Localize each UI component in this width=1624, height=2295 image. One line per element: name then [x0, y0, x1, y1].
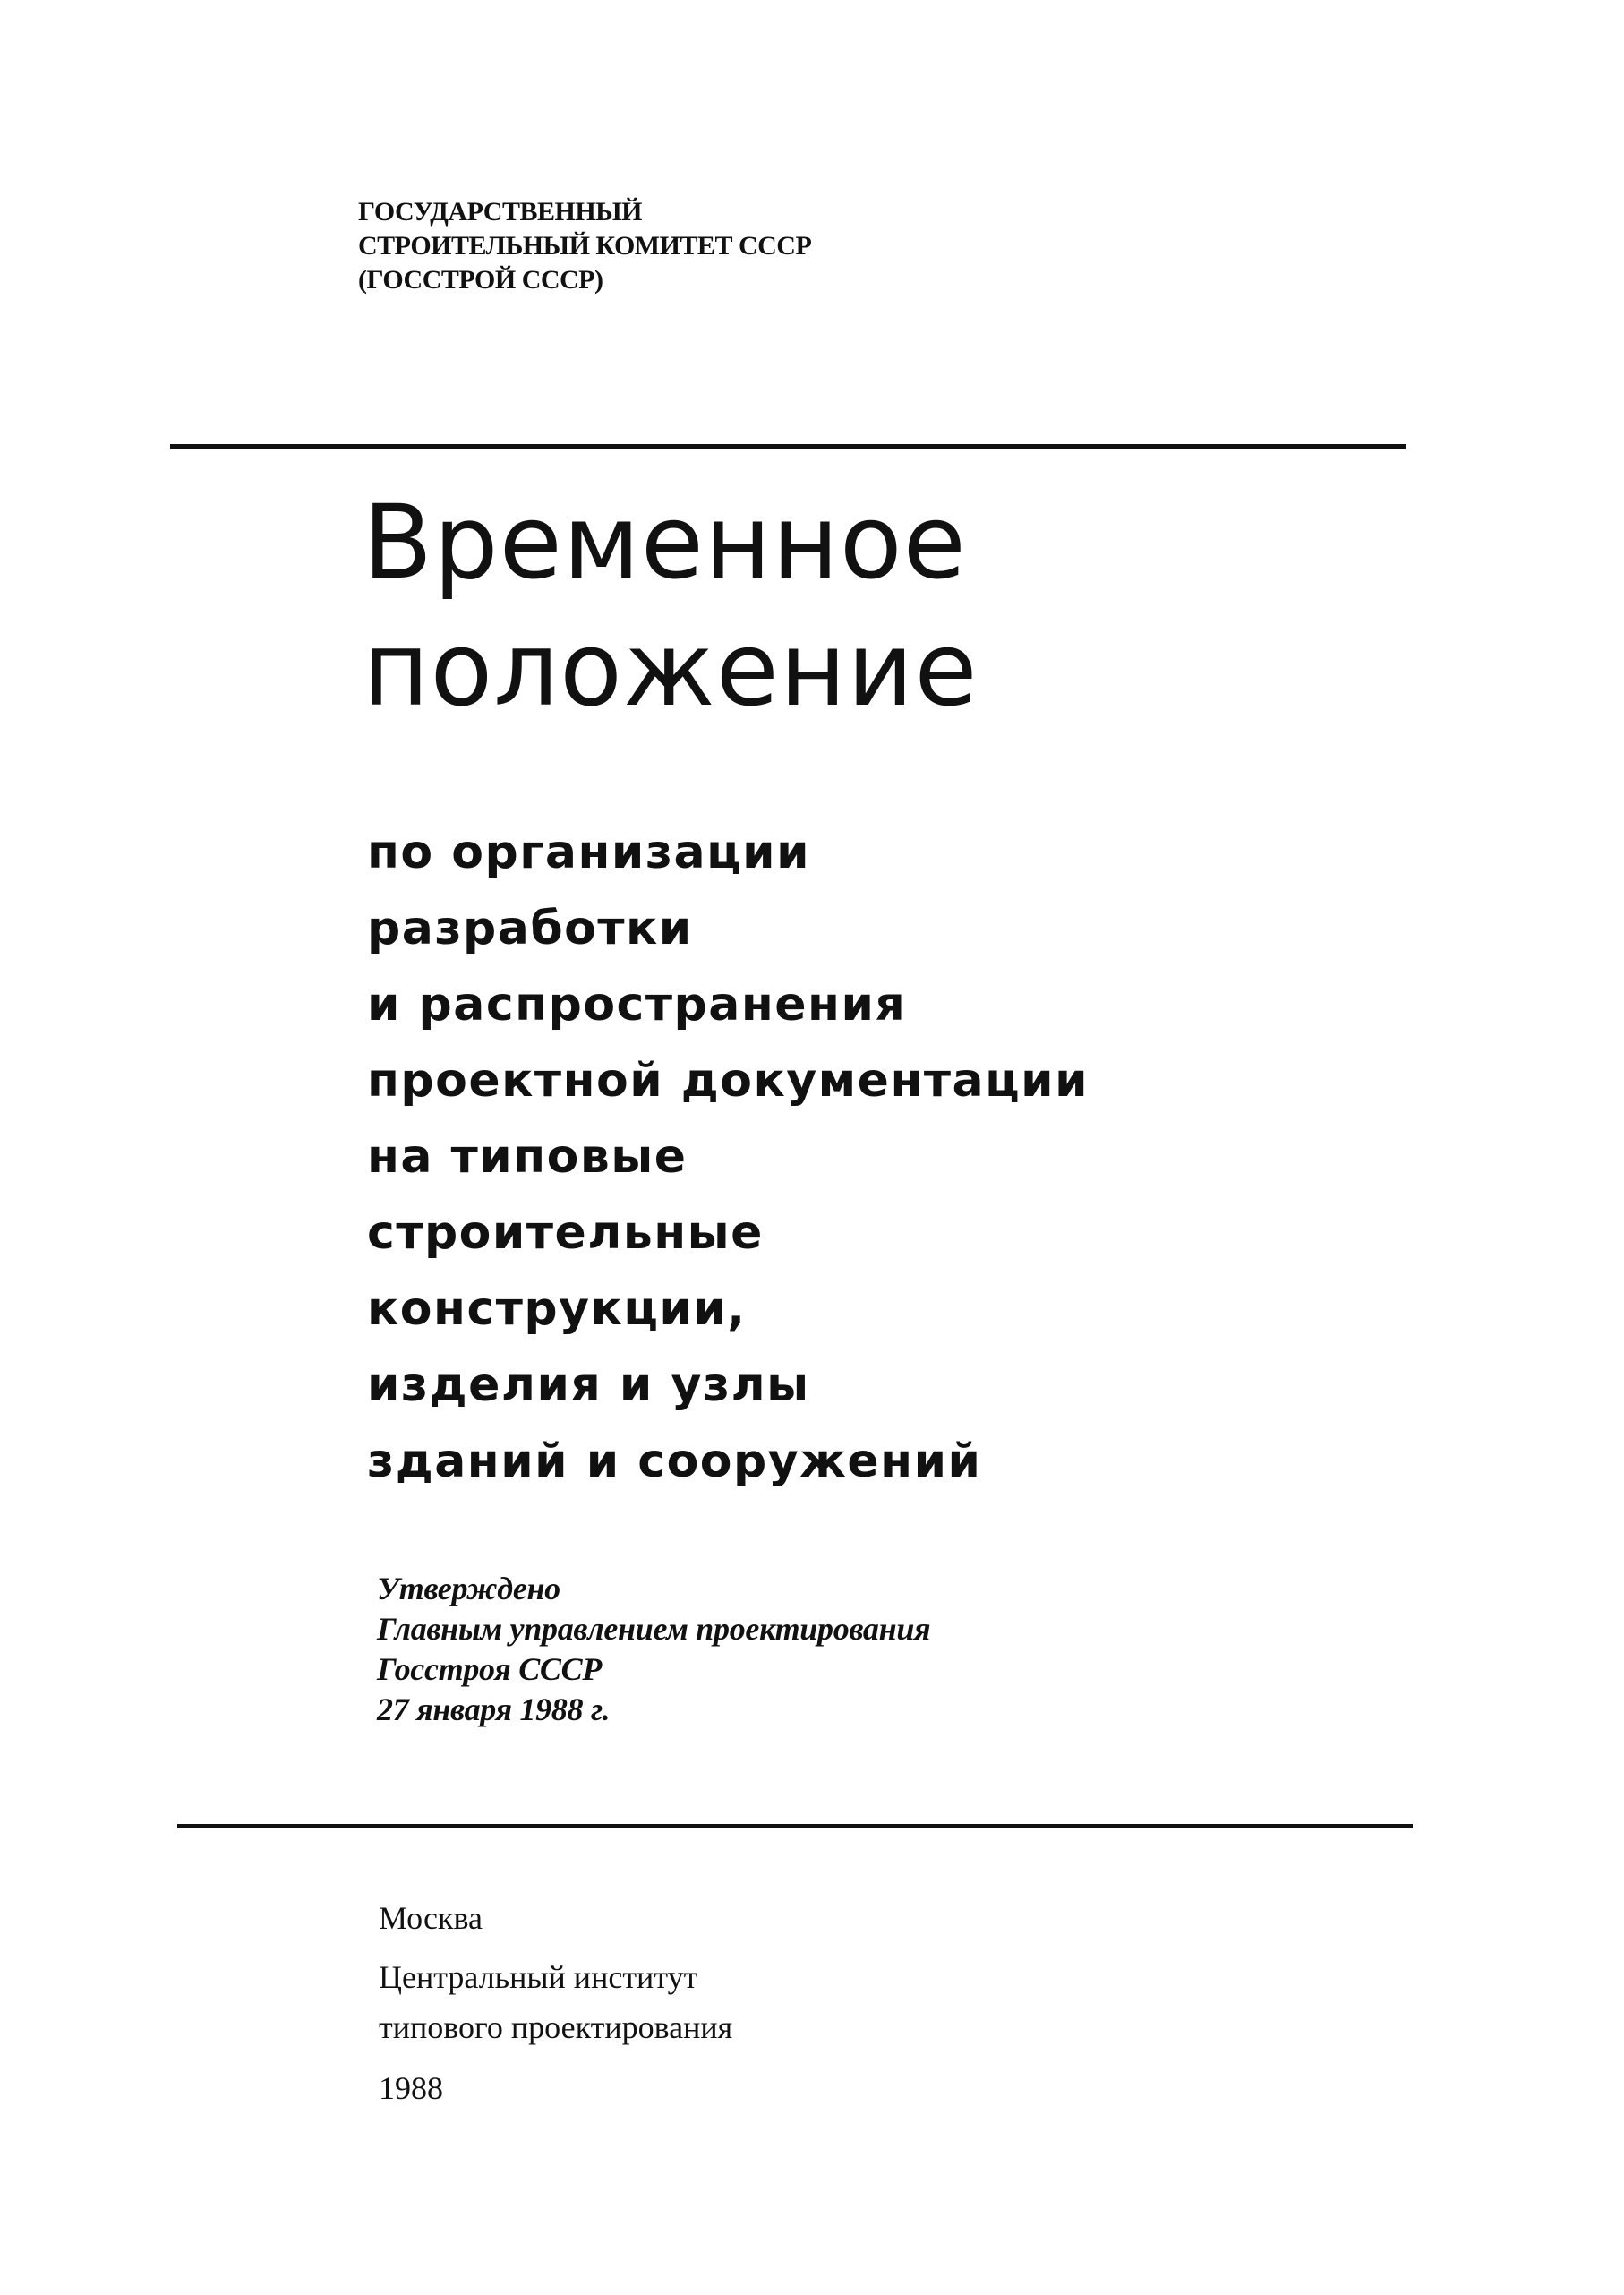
document-subtitle — [367, 815, 1089, 1500]
subtitle-line: изделия и узлы — [367, 1358, 810, 1412]
publisher-line: Центральный институт — [379, 1959, 698, 1995]
subtitle-line: проектной документации — [367, 1054, 1090, 1108]
subtitle-line: по организации — [367, 826, 811, 879]
document-title — [363, 479, 979, 733]
subtitle-line: зданий и сооружений — [367, 1434, 982, 1488]
agency-line: ГОСУДАРСТВЕННЫЙ — [358, 197, 642, 227]
approval-line: Госстроя СССР — [377, 1651, 603, 1687]
issuing-agency — [358, 195, 811, 297]
publication-city: Москва — [379, 1900, 483, 1936]
title-line: положение — [363, 610, 979, 729]
approval-line: Утверждено — [377, 1571, 560, 1606]
subtitle-line: строительные — [367, 1206, 764, 1260]
publisher-imprint — [379, 1893, 732, 2113]
subtitle-line: конструкции, — [367, 1282, 747, 1336]
approval-note — [377, 1569, 930, 1730]
agency-line: СТРОИТЕЛЬНЫЙ КОМИТЕТ СССР — [358, 231, 812, 261]
approval-date: 27 января 1988 г. — [377, 1691, 611, 1727]
bottom-divider — [177, 1824, 1413, 1828]
subtitle-line: разработки — [367, 902, 693, 955]
publication-year: 1988 — [379, 2070, 443, 2106]
agency-line: (ГОССТРОЙ СССР) — [358, 265, 603, 295]
publisher-line: типового проектирования — [379, 2009, 733, 2045]
subtitle-line: на типовые — [367, 1130, 688, 1184]
approval-line: Главным управлением проектирования — [377, 1611, 931, 1647]
title-line: Временное — [363, 483, 967, 602]
subtitle-line: и распространения — [367, 978, 907, 1032]
top-divider — [170, 444, 1406, 449]
